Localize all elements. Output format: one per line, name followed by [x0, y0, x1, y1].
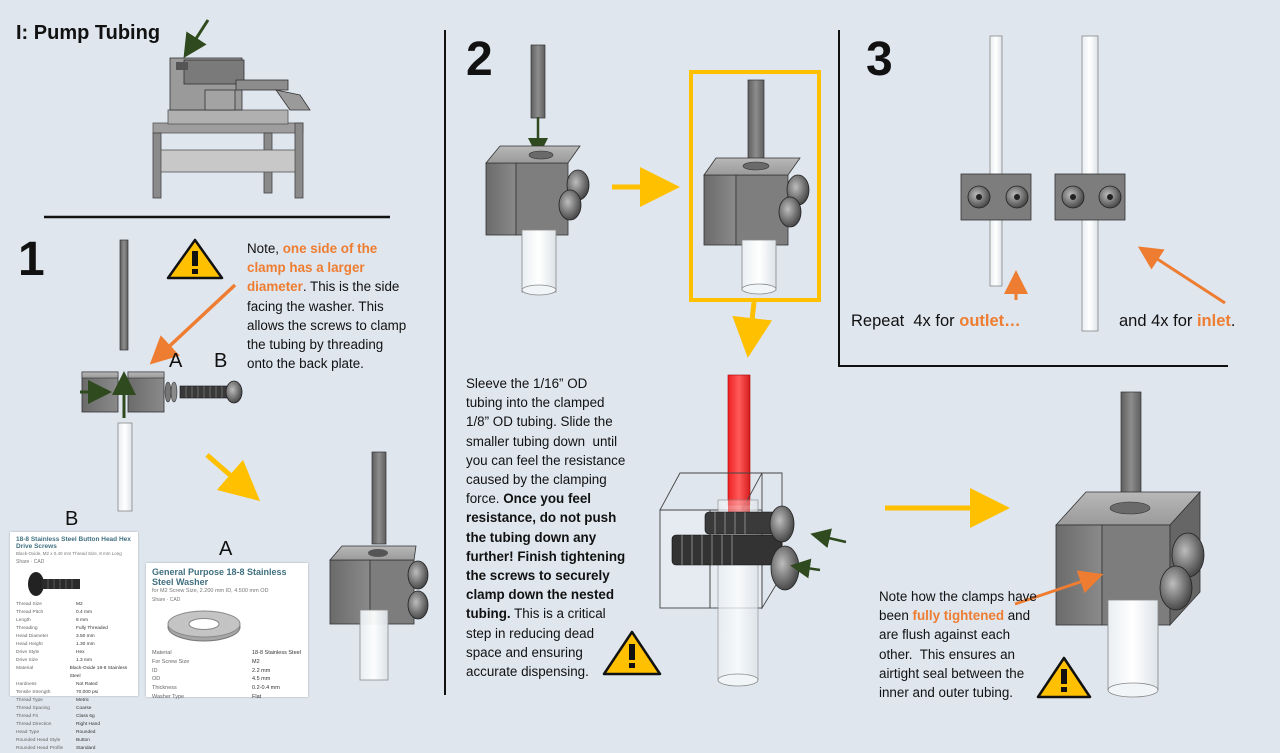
text-line: [879, 606, 1054, 625]
spec-value: Metric: [76, 698, 90, 703]
text-run: Note how the clamps have: [879, 589, 1037, 604]
step2-final-note: [879, 587, 1054, 702]
label-card-a: A: [219, 538, 233, 560]
step3-outlet-caption: Repeat 4x for outlet…: [851, 312, 1021, 330]
spec-key: For Screw Size: [152, 658, 190, 665]
spec-key: Material: [16, 666, 34, 671]
label-screw-b: B: [214, 350, 228, 372]
washer-spec-card: [146, 563, 308, 700]
text-line: [879, 625, 1054, 644]
spec-key: Thread Type: [16, 698, 43, 703]
spec-row: [146, 658, 308, 667]
spec-key: Drive Style: [16, 650, 40, 655]
page-title: I: Pump Tubing: [16, 22, 161, 44]
text-run: smaller tubing down until: [466, 433, 618, 449]
spec-key: ID: [152, 667, 158, 674]
spec-key: Thread Spacing: [16, 706, 50, 711]
text-run: facing the washer. This: [247, 298, 384, 314]
spec-row: [10, 745, 138, 753]
spec-row: [10, 633, 138, 641]
spec-value: 3.50 mm: [76, 634, 95, 639]
text-line: [247, 239, 437, 258]
text-line: [466, 643, 651, 662]
text-run: Once you feel: [503, 491, 592, 507]
text-line: [466, 374, 651, 393]
spec-value: 4.5 mm: [252, 676, 271, 683]
text-run: This is a critical: [510, 606, 606, 622]
spec-value: Button: [76, 738, 90, 743]
text-run: are flush against each: [879, 627, 1011, 643]
text-run: the tubing by threading: [247, 337, 384, 353]
text-line: [466, 412, 651, 431]
spec-row: [10, 601, 138, 609]
text-run: clamp has a larger: [247, 260, 365, 276]
text-run: tubing into the clamped: [466, 395, 605, 411]
spec-row: [10, 665, 138, 681]
spec-value: 18-8 Stainless Steel: [252, 650, 301, 656]
text-line: [466, 624, 651, 643]
step2-clamp-before: [486, 45, 660, 295]
spec-row: [10, 641, 138, 649]
step2-clamp-highlighted: [691, 72, 819, 338]
spec-value: Coarse: [76, 706, 92, 711]
step-number-3: 3: [866, 33, 893, 86]
step1-note: [247, 239, 437, 373]
text-line: [466, 432, 651, 451]
spec-key: Drive Size: [16, 658, 38, 663]
text-run: . This is the side: [302, 279, 400, 295]
text-run: onto the back plate.: [247, 356, 364, 372]
spec-value: 70,000 psi: [76, 690, 99, 695]
text-run: space and ensuring: [466, 644, 583, 660]
step3-inlet-clamp: [1055, 36, 1225, 331]
spec-value: 8 mm: [76, 618, 88, 623]
spec-key: Thread Fit: [16, 714, 38, 719]
text-run: Note,: [247, 241, 283, 256]
text-run: clamp down the nested: [466, 587, 615, 603]
spec-key: Hardness: [16, 682, 37, 687]
spec-row: [10, 657, 138, 665]
text-line: [466, 662, 651, 681]
text-line: [466, 508, 651, 527]
spec-key: Rounded Head Profile: [16, 746, 64, 751]
spec-value: 1.3 mm: [76, 658, 92, 663]
spec-row: [146, 693, 308, 702]
spec-key: Thread Direction: [16, 722, 52, 727]
label-card-b: B: [65, 508, 79, 530]
screw-card-tools[interactable]: Share · CAD: [16, 559, 45, 565]
text-run: tubing.: [466, 606, 511, 622]
text-run: allows the screws to clamp: [247, 317, 407, 333]
spec-key: Thickness: [152, 685, 177, 692]
washer-product-image: [156, 607, 256, 647]
text-run: force.: [466, 491, 504, 507]
spec-key: Head Diameter: [16, 634, 49, 639]
text-run: Sleeve the 1/16” OD: [466, 376, 588, 391]
text-run: 1/8” OD tubing. Slide the: [466, 414, 613, 430]
text-run: the screws to securely: [466, 568, 610, 584]
spec-value: 2.2 mm: [252, 667, 271, 674]
step3-outlet-clamp: [961, 36, 1031, 300]
text-run: resistance, do not push: [466, 510, 617, 526]
step-number-1: 1: [18, 233, 45, 286]
text-run: and: [1004, 608, 1031, 624]
spec-row: [146, 649, 308, 658]
text-line: [466, 585, 651, 604]
spec-key: Material: [152, 650, 172, 656]
spec-value: Right Hand: [76, 722, 100, 727]
spec-value: Standard: [76, 746, 96, 751]
text-run: caused by the clamping: [466, 472, 607, 488]
text-run: the tubing down any: [466, 529, 597, 545]
text-run: other. This ensures an: [879, 646, 1015, 662]
spec-key: Thread Size: [16, 602, 42, 607]
spec-row: [10, 609, 138, 617]
step1-exploded-clamp: [80, 240, 245, 511]
text-run: inner and outer tubing.: [879, 685, 1014, 701]
spec-value: Class 6g: [76, 714, 95, 719]
spec-row: [10, 689, 138, 697]
text-line: [247, 277, 437, 296]
spec-value: M2: [76, 602, 83, 607]
text-run: fully tightened: [912, 608, 1005, 624]
spec-value: 0.2-0.4 mm: [252, 685, 280, 692]
spec-row: [146, 667, 308, 676]
washer-spec-list: [146, 649, 308, 702]
text-line: [879, 683, 1054, 702]
spec-key: Head Type: [16, 730, 40, 735]
text-line: [466, 451, 651, 470]
dispenser-machine-illustration: [153, 20, 310, 198]
text-line: [247, 335, 437, 354]
spec-key: OD: [152, 676, 161, 683]
spec-value: Fully Threaded: [76, 626, 108, 631]
spec-key: Length: [16, 618, 31, 623]
text-line: [247, 297, 437, 316]
spec-key: Threading: [16, 626, 38, 631]
text-line: [466, 566, 651, 585]
text-line: [466, 470, 651, 489]
text-line: [247, 258, 437, 277]
washer-card-subtitle: for M2 Screw Size, 2.200 mm ID, 4.500 mm OD: [152, 588, 269, 594]
text-line: [247, 354, 437, 373]
spec-value: Flat: [252, 693, 262, 700]
spec-row: [10, 617, 138, 625]
spec-value: 0.4 mm: [76, 610, 92, 615]
spec-value: M2: [252, 658, 260, 665]
text-line: [466, 393, 651, 412]
spec-key: Tensile Strength: [16, 690, 51, 695]
spec-row: [10, 625, 138, 633]
spec-row: [10, 729, 138, 737]
text-run: diameter: [247, 279, 303, 295]
text-run: step in reducing dead: [466, 625, 595, 641]
text-run: been: [879, 608, 913, 624]
washer-card-tools[interactable]: Share · CAD: [152, 597, 181, 603]
spec-key: Head Height: [16, 642, 43, 647]
step-number-2: 2: [466, 33, 493, 86]
spec-row: [10, 721, 138, 729]
spec-value: Black-Oxide 18-8 Stainless Steel: [69, 666, 128, 679]
text-run: you can feel the resistance: [466, 452, 626, 468]
text-run: further! Finish tightening: [466, 548, 626, 564]
text-line: [879, 664, 1054, 683]
label-washer-a: A: [169, 350, 183, 372]
screw-card-title: 18-8 Stainless Steel Button Head Hex Drive Screws: [16, 536, 131, 550]
text-line: [466, 604, 651, 623]
screw-spec-list: [10, 601, 138, 753]
screw-product-image: [24, 569, 84, 599]
spec-row: [146, 675, 308, 684]
warning-icon-step1: [168, 240, 222, 278]
spec-value: Not Rated: [76, 682, 98, 687]
step1-assembled-clamp: [330, 452, 428, 680]
text-line: [879, 645, 1054, 664]
text-run: accurate dispensing.: [466, 664, 589, 680]
spec-key: Rounded Head Style: [16, 738, 61, 743]
text-line: [247, 316, 437, 335]
spec-row: [10, 697, 138, 705]
text-line: [466, 528, 651, 547]
spec-row: [10, 737, 138, 745]
washer-card-title: General Purpose 18-8 Stainless Steel Washer: [152, 567, 287, 587]
text-run: airtight seal between the: [879, 665, 1025, 681]
text-line: [879, 587, 1054, 606]
screw-card-subtitle: Black-Oxide, M2 x 0.40 mm Thread Size, 8 mm Long: [16, 551, 122, 556]
spec-row: [146, 684, 308, 693]
spec-key: Washer Type: [152, 693, 185, 700]
text-line: [466, 547, 651, 566]
spec-row: [10, 705, 138, 713]
text-line: [466, 489, 651, 508]
spec-key: Thread Pitch: [16, 610, 44, 615]
spec-row: [10, 681, 138, 689]
spec-value: Hex: [76, 650, 85, 655]
spec-value: 1.30 mm: [76, 642, 95, 647]
spec-value: Rounded: [76, 730, 96, 735]
spec-row: [10, 649, 138, 657]
screw-spec-card: [10, 532, 138, 751]
text-run: one side of the: [282, 241, 378, 256]
spec-row: [10, 713, 138, 721]
step2-instructions: [466, 374, 651, 681]
step3-inlet-caption: and 4x for inlet.: [1119, 312, 1236, 330]
